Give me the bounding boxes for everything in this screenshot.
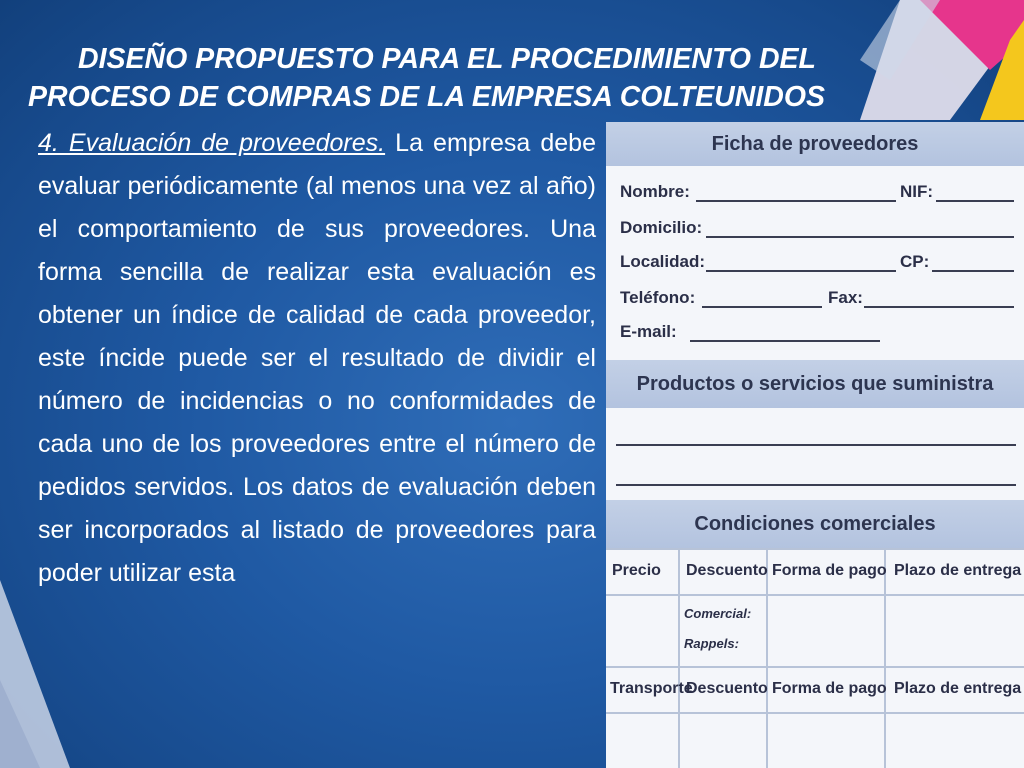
corner-decoration-bottom-left: [0, 580, 80, 768]
field-email: E-mail:: [620, 322, 677, 341]
table-header-plazo: Plazo de entrega: [894, 562, 1022, 579]
body-paragraph: [38, 122, 596, 595]
field-localidad: Localidad:: [620, 252, 706, 271]
discount-comercial: Comercial:: [684, 606, 752, 621]
field-domicilio: Domicilio:: [620, 218, 703, 237]
table-header-descuento: Descuento: [686, 562, 768, 579]
form-title: Ficha de proveedores: [606, 122, 1024, 166]
table-header2-descuento: Descuento: [686, 680, 768, 697]
field-telefono: Teléfono:: [620, 288, 696, 307]
table-header-forma-pago: Forma de pago: [772, 562, 887, 579]
field-nif: NIF:: [900, 182, 934, 201]
discount-rappels: Rappels:: [684, 636, 739, 651]
supplier-form-image: [606, 122, 1024, 768]
field-nombre: Nombre:: [620, 182, 690, 201]
table-header2-forma-pago: Forma de pago: [772, 680, 887, 697]
field-cp: CP:: [900, 252, 930, 271]
section-conditions: Condiciones comerciales: [606, 500, 1024, 548]
field-fax: Fax:: [828, 288, 863, 307]
title-line-2: PROCESO DE COMPRAS DE LA EMPRESA COLTEUNIDOS: [28, 81, 826, 113]
table-header2-plazo: Plazo de entrega: [894, 680, 1022, 697]
table-header-precio: Precio: [612, 562, 661, 579]
paragraph-heading: 4. Evaluación de proveedores.: [38, 129, 386, 157]
slide-title: [28, 40, 998, 116]
title-line-1: DISEÑO PROPUESTO PARA EL PROCEDIMIENTO DEL: [78, 43, 816, 75]
section-products: Productos o servicios que suministra: [606, 360, 1024, 408]
paragraph-body: La empresa debe evaluar periódicamente (al menos una vez al año) el comportamiento de sus proveedores. Una forma sencilla de realizar esta evaluación es obtener un índice de calidad de cada proveedor, este íncide puede ser el resultado de dividir el número de incidencias o no conformidades de cada uno de los proveedores entre el número de pedidos servidos. Los datos de evaluación deben ser incorporados al listado de proveedores para poder utilizar esta: [38, 129, 596, 587]
table-header2-transporte: Transporte: [610, 680, 693, 697]
